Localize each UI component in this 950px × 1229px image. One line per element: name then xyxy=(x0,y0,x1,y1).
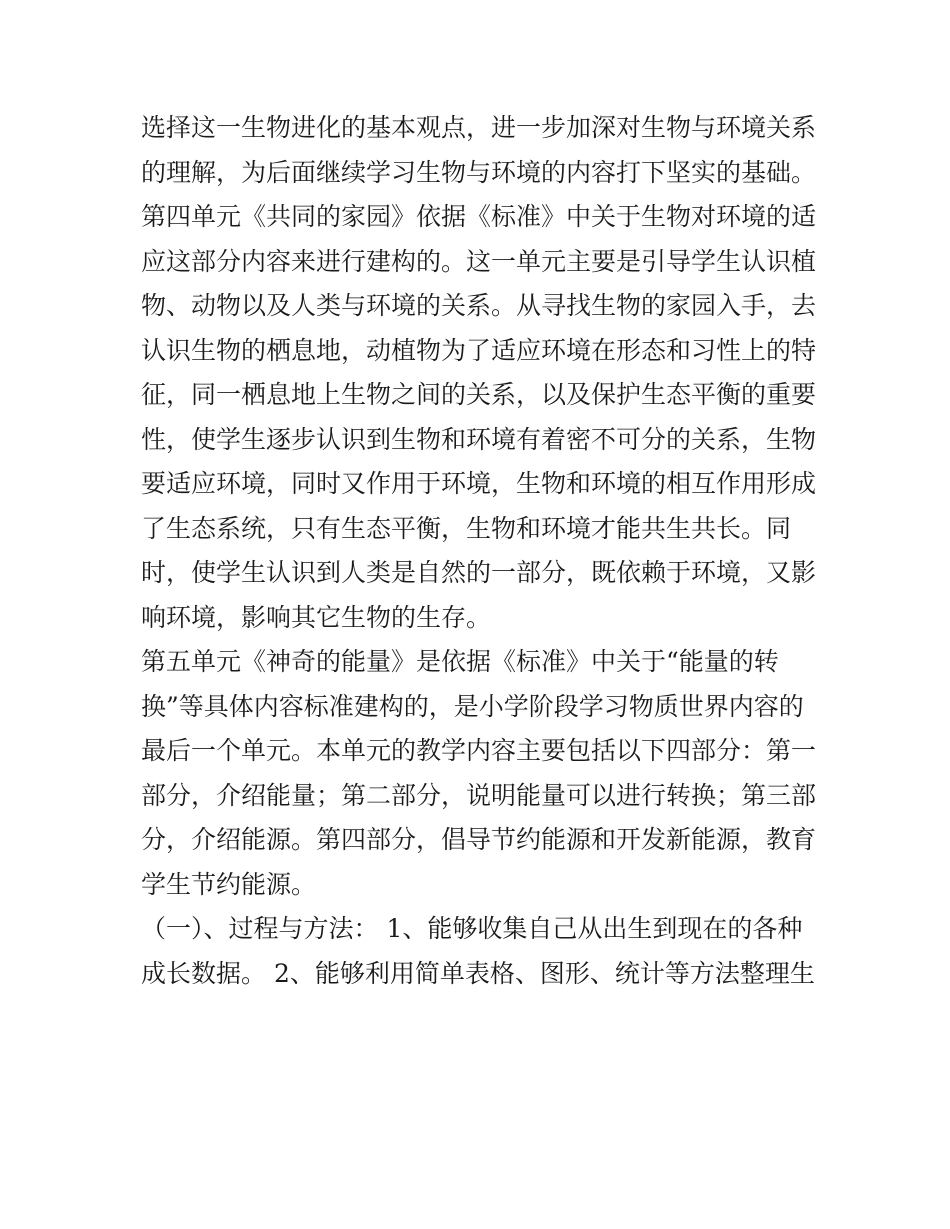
text-line: 了生态系统，只有生态平衡，生物和环境才能共生共长。同 xyxy=(141,513,792,543)
text-line: 响环境，影响其它生物的生存。 xyxy=(141,602,492,632)
text-line: 分，介绍能源。第四部分，倡导节约能源和开发新能源，教育 xyxy=(141,825,817,854)
text-line: 最后一个单元。本单元的教学内容主要包括以下四部分：第一 xyxy=(141,736,817,765)
text-line: 学生节约能源。 xyxy=(141,869,317,899)
text-line: 认识生物的栖息地，动植物为了适应环境在形态和习性上的特 xyxy=(141,335,817,365)
text-line: （一）、过程与方法： 1、能够收集自己从出生到现在的各种 xyxy=(141,914,803,943)
text-line: 换”等具体内容标准建构的，是小学阶段学习物质世界内容的 xyxy=(141,691,804,721)
text-line: 要适应环境，同时又作用于环境，生物和环境的相互作用形成 xyxy=(141,469,817,498)
text-line: 时，使学生认识到人类是自然的一部分，既依赖于环境，又影 xyxy=(141,558,817,587)
text-line: 成长数据。 2、能够利用简单表格、图形、统计等方法整理生 xyxy=(141,958,815,988)
text-line: 物、动物以及人类与环境的关系。从寻找生物的家园入手，去 xyxy=(141,291,817,320)
text-line: 的理解，为后面继续学习生物与环境的内容打下坚实的基础。 xyxy=(141,157,817,187)
text-line: 第四单元《共同的家园》依据《标准》中关于生物对环境的适 xyxy=(141,202,817,231)
text-line: 选择这一生物进化的基本观点，进一步加深对生物与环境关系 xyxy=(141,113,817,142)
body-text xyxy=(141,106,821,996)
text-line: 第五单元《神奇的能量》是依据《标准》中关于“能量的转 xyxy=(141,647,779,676)
text-line: 应这部分内容来进行建构的。这一单元主要是引导学生认识植 xyxy=(141,246,817,276)
text-line: 征，同一栖息地上生物之间的关系，以及保护生态平衡的重要 xyxy=(141,380,817,409)
text-line: 性，使学生逐步认识到生物和环境有着密不可分的关系，生物 xyxy=(141,424,817,454)
text-line: 部分，介绍能量；第二部分，说明能量可以进行转换；第三部 xyxy=(141,780,817,810)
